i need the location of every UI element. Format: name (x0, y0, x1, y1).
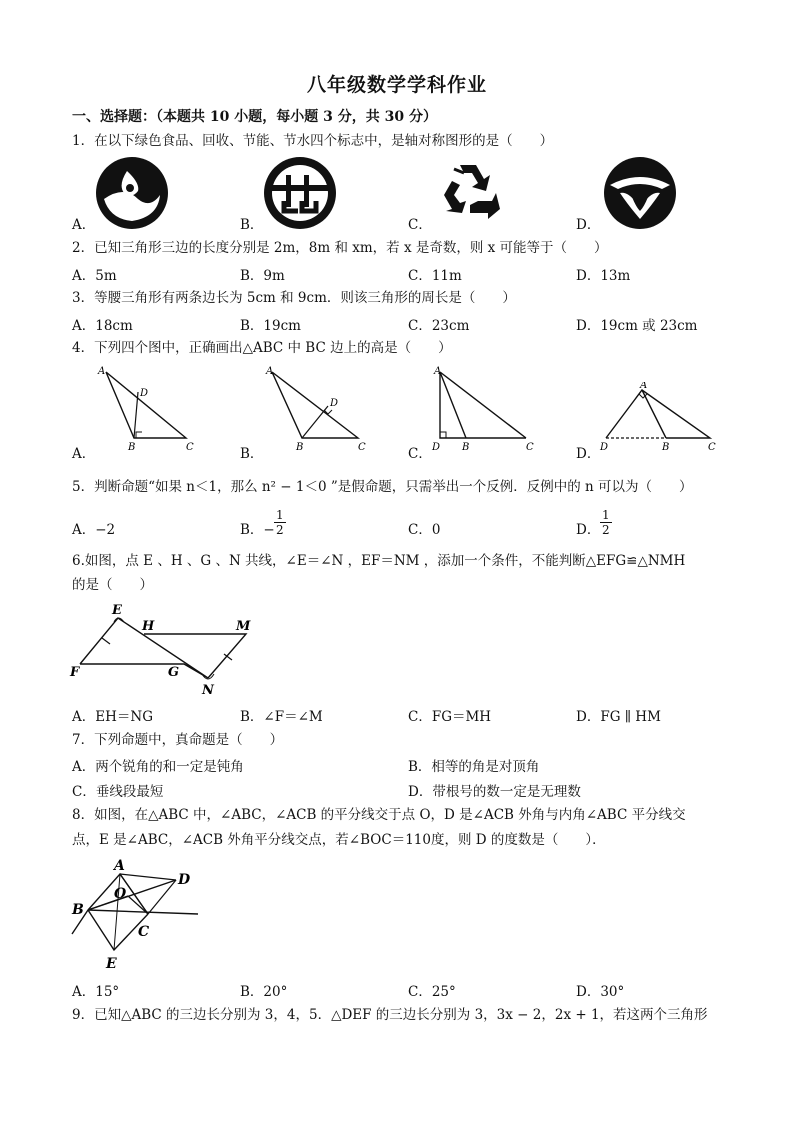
option-a: A．18cm (72, 318, 133, 334)
label-c: C (186, 442, 194, 452)
section-heading: 一、选择题：（本题共 10 小题，每小题 3 分，共 30 分） (72, 109, 437, 125)
option-b: B．20° (240, 984, 288, 1000)
label-a: A (98, 366, 106, 377)
label-a: A (114, 858, 125, 874)
question-8-text-line1: 8．如图，在△ABC 中，∠ABC，∠ACB 的平分线交于点 O，D 是∠ACB 外角与内角∠ABC 平分线交 (72, 807, 686, 823)
label-g: G (168, 665, 180, 680)
question-4-text: 4．下列四个图中，正确画出△ABC 中 BC 边上的高是（ ） (72, 340, 452, 356)
option-c: C．11m (408, 268, 462, 284)
option-c: C． (408, 217, 432, 233)
fraction-option-d (600, 508, 612, 537)
label-c: C (358, 442, 366, 452)
label-h: H (142, 619, 155, 634)
option-d: D．19cm 或 23cm (576, 318, 698, 334)
label-n: N (202, 683, 214, 698)
option-b: B． (240, 446, 264, 462)
option-d: D． (576, 217, 601, 233)
question-9-text: 9．已知△ABC 的三边长分别为 3，4，5．△DEF 的三边长分别为 3，3x − 2，2x + 1，若这两个三角形 (72, 1007, 708, 1023)
fraction-option-b (274, 508, 286, 537)
option-d: D．13m (576, 268, 631, 284)
question-1-text: 1．在以下绿色食品、回收、节能、节水四个标志中，是轴对称图形的是（ ） (72, 133, 554, 149)
option-c: C． (408, 446, 432, 462)
label-c: C (708, 442, 716, 452)
option-b: B．19cm (240, 318, 301, 334)
question-6-text-line2: 的是（ ） (72, 577, 153, 593)
water-saving-logo-icon (602, 155, 678, 231)
option-a: A．15° (72, 984, 120, 1000)
option-c: C．FG＝MH (408, 709, 492, 725)
label-b: B (296, 442, 304, 452)
question-5-options (72, 508, 732, 548)
option-c: C．25° (408, 984, 456, 1000)
label-d: D (432, 442, 441, 452)
option-a: A．−2 (72, 522, 116, 538)
page-title: 八年级数学学科作业 (306, 74, 487, 96)
label-b: B (462, 442, 470, 452)
question-2-text: 2．已知三角形三边的长度分别是 2m，8m 和 xm，若 x 是奇数，则 x 可能等于（ ） (72, 240, 608, 256)
triangle-figure-d (598, 382, 722, 452)
option-c: C．垂线段最短 (72, 784, 164, 800)
option-d: D． (576, 522, 601, 538)
option-b: B．− (240, 522, 275, 538)
label-b: B (662, 442, 670, 452)
question-3-text: 3．等腰三角形有两条边长为 5cm 和 9cm．则该三角形的周长是（ ） (72, 290, 516, 306)
question-5-text: 5．判断命题“如果 n＜1，那么 n² − 1＜0 ”是假命题，只需举出一个反例．反例中的 n 可以为（ ） (72, 479, 693, 495)
option-c: C．23cm (408, 318, 470, 334)
label-c: C (138, 924, 150, 940)
label-d: D (600, 442, 609, 452)
question-6-figure (68, 598, 258, 698)
option-d: D．带根号的数一定是无理数 (408, 784, 581, 800)
option-b: B．9m (240, 268, 285, 284)
option-a: A． (72, 217, 96, 233)
question-1-logos (72, 155, 732, 245)
label-e: E (106, 956, 117, 972)
label-b: B (128, 442, 136, 452)
fraction-numerator: 1 (602, 508, 610, 522)
label-d: D (330, 398, 339, 409)
fraction-denominator: 2 (276, 523, 284, 537)
label-b: B (72, 902, 84, 918)
question-6-text-line1: 6.如图，点 E 、H 、G 、N 共线，∠E＝∠N ，EF＝NM ，添加一个条件，不能判断△EFG≌△NMH (72, 553, 686, 569)
label-c: C (526, 442, 534, 452)
option-a: A． (72, 446, 96, 462)
green-food-logo-icon (94, 155, 170, 231)
option-b: B．∠F＝∠M (240, 709, 323, 725)
option-d: D．30° (576, 984, 625, 1000)
label-a: A (266, 366, 274, 377)
label-f: F (70, 665, 80, 680)
label-a: A (434, 366, 442, 377)
question-8-text-line2: 点，E 是∠ABC，∠ACB 外角平分线交点，若∠BOC＝110度，则 D 的度数是（ ）． (72, 832, 606, 848)
option-a: A．5m (72, 268, 117, 284)
label-d: D (140, 388, 149, 399)
option-c: C．0 (408, 522, 441, 538)
recycle-bars-logo-icon (262, 155, 338, 231)
triangle-figure-a (94, 362, 204, 452)
option-d: D． (576, 446, 601, 462)
label-d: D (178, 872, 191, 888)
question-8-figure (68, 856, 208, 972)
option-a: A．两个锐角的和一定是钝角 (72, 759, 244, 775)
question-4-figures (72, 362, 732, 462)
triangle-figure-c (430, 362, 550, 452)
label-a: A (640, 382, 648, 391)
label-e: E (112, 603, 122, 618)
fraction-numerator: 1 (276, 508, 284, 522)
option-b: B．相等的角是对顶角 (408, 759, 540, 775)
question-7-text: 7．下列命题中，真命题是（ ） (72, 732, 284, 748)
label-m: M (236, 619, 251, 634)
recycle-arrows-icon (430, 155, 506, 231)
option-b: B． (240, 217, 264, 233)
fraction-denominator: 2 (602, 523, 610, 537)
triangle-figure-b (262, 362, 372, 452)
label-o: O (114, 886, 127, 902)
option-a: A．EH＝NG (72, 709, 153, 725)
option-d: D．FG ∥ HM (576, 709, 661, 725)
